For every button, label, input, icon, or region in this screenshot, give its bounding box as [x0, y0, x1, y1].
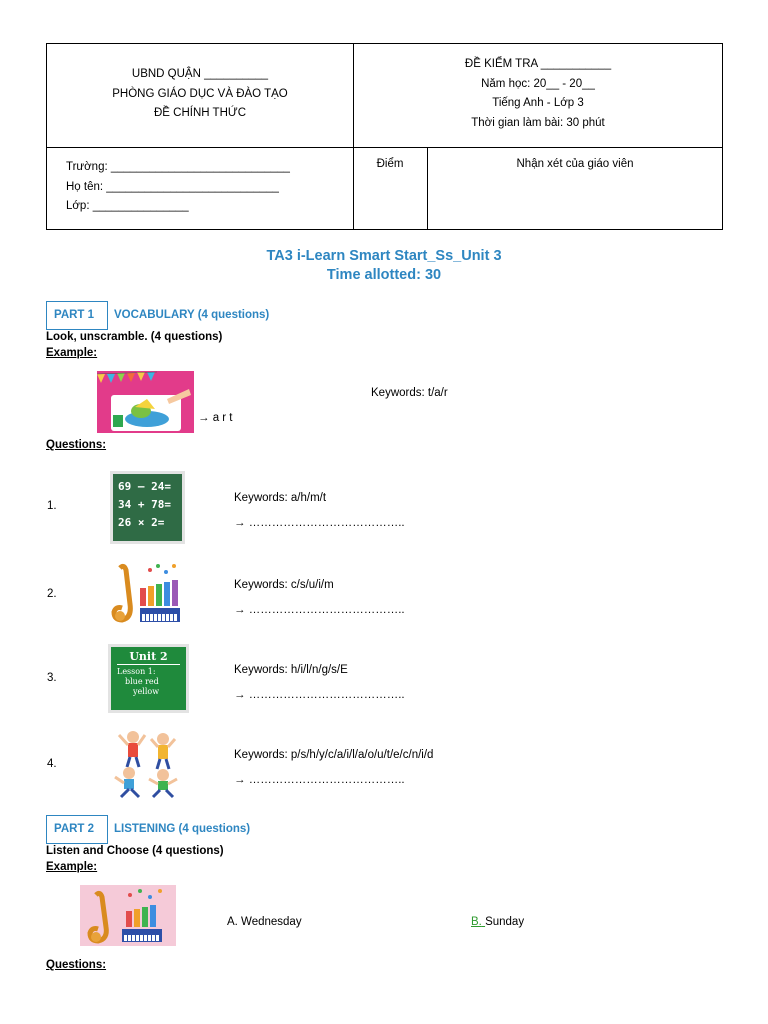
part1-instruction: Look, unscramble. (4 questions) [46, 331, 223, 343]
part1-title: VOCABULARY (4 questions) [114, 309, 270, 321]
example-keywords: Keywords: t/a/r [371, 387, 448, 399]
q1-answer-line[interactable]: → ………………………………….. [234, 517, 405, 529]
school-field[interactable]: Trường: ____________________________ [66, 161, 290, 173]
art-picture [97, 371, 194, 433]
music-example-illustration [80, 885, 176, 946]
music-picture [110, 560, 184, 628]
english-board-picture [108, 644, 189, 713]
duration-line: Thời gian làm bài: 30 phút [471, 116, 605, 129]
part2-title: LISTENING (4 questions) [114, 823, 251, 835]
board-line: Lesson 1: [117, 667, 156, 676]
exam-title-line: ĐỀ KIỂM TRA ___________ [464, 58, 612, 70]
q3-answer-line[interactable]: → ………………………………….. [234, 689, 405, 701]
test-title: TA3 i-Learn Smart Start_Ss_Unit 3 [266, 248, 502, 264]
q2-answer-line[interactable]: → ………………………………….. [234, 604, 405, 616]
q1-keywords: Keywords: a/h/m/t [234, 492, 327, 504]
question-number: 1. [47, 500, 57, 512]
board-line: 34 + 78= [118, 498, 171, 511]
department-block [47, 65, 353, 124]
music-example-picture [80, 885, 176, 946]
pe-picture [111, 729, 185, 799]
board-line: yellow [133, 687, 160, 696]
music-illustration [110, 560, 184, 628]
pe-illustration [111, 729, 185, 799]
district-line: UBND QUẬN __________ [131, 68, 269, 80]
part1-questions-label: Questions: [46, 439, 107, 451]
teacher-comment-label: Nhận xét của giáo viên [516, 158, 634, 170]
q3-keywords: Keywords: h/i/l/n/g/s/E [234, 664, 348, 676]
table-divider [47, 147, 722, 148]
board-line: 69 – 24= [118, 480, 171, 493]
part2-example-label: Example: [46, 861, 98, 873]
chalkboard [113, 474, 182, 541]
q4-keywords: Keywords: p/s/h/y/c/a/i/l/a/o/u/t/e/c/n/i/d [234, 749, 434, 761]
example-answer: → a r t [198, 412, 233, 424]
art-illustration [97, 371, 194, 433]
board-title: Unit 2 [129, 650, 168, 663]
student-info-block [66, 158, 290, 217]
option-a[interactable]: A. Wednesday [227, 916, 302, 928]
option-b-text: Sunday [485, 916, 525, 928]
part2-label: PART 2 [46, 815, 108, 844]
math-board-picture [110, 471, 185, 544]
exam-info-block [353, 55, 723, 133]
class-field[interactable]: Lớp: _______________ [66, 200, 189, 212]
subject-line: Tiếng Anh - Lớp 3 [492, 97, 584, 109]
q2-keywords: Keywords: c/s/u/i/m [234, 579, 334, 591]
question-number: 4. [47, 758, 57, 770]
chalkboard [111, 647, 186, 710]
school-year-line: Năm học: 20__ - 20__ [481, 77, 595, 90]
board-line: blue red [125, 677, 159, 686]
question-number: 3. [47, 672, 57, 684]
part1-label: PART 1 [46, 301, 108, 330]
part2-instruction: Listen and Choose (4 questions) [46, 845, 224, 857]
department-line: PHÒNG GIÁO DỤC VÀ ĐÀO TẠO [112, 87, 288, 100]
score-label: Điểm [376, 158, 404, 170]
part2-questions-label: Questions: [46, 959, 107, 971]
part1-example-label: Example: [46, 347, 98, 359]
header-table [46, 43, 723, 230]
option-b[interactable] [471, 916, 524, 928]
q4-answer-line[interactable]: → ………………………………….. [234, 774, 405, 786]
board-underline [117, 664, 180, 665]
option-b-letter: B. [471, 916, 482, 928]
board-line: 26 × 2= [118, 516, 165, 529]
name-field[interactable]: Họ tên: ___________________________ [66, 180, 279, 193]
question-number: 2. [47, 588, 57, 600]
time-allotted: Time allotted: 30 [326, 267, 442, 283]
official-line: ĐỀ CHÍNH THỨC [153, 107, 247, 119]
